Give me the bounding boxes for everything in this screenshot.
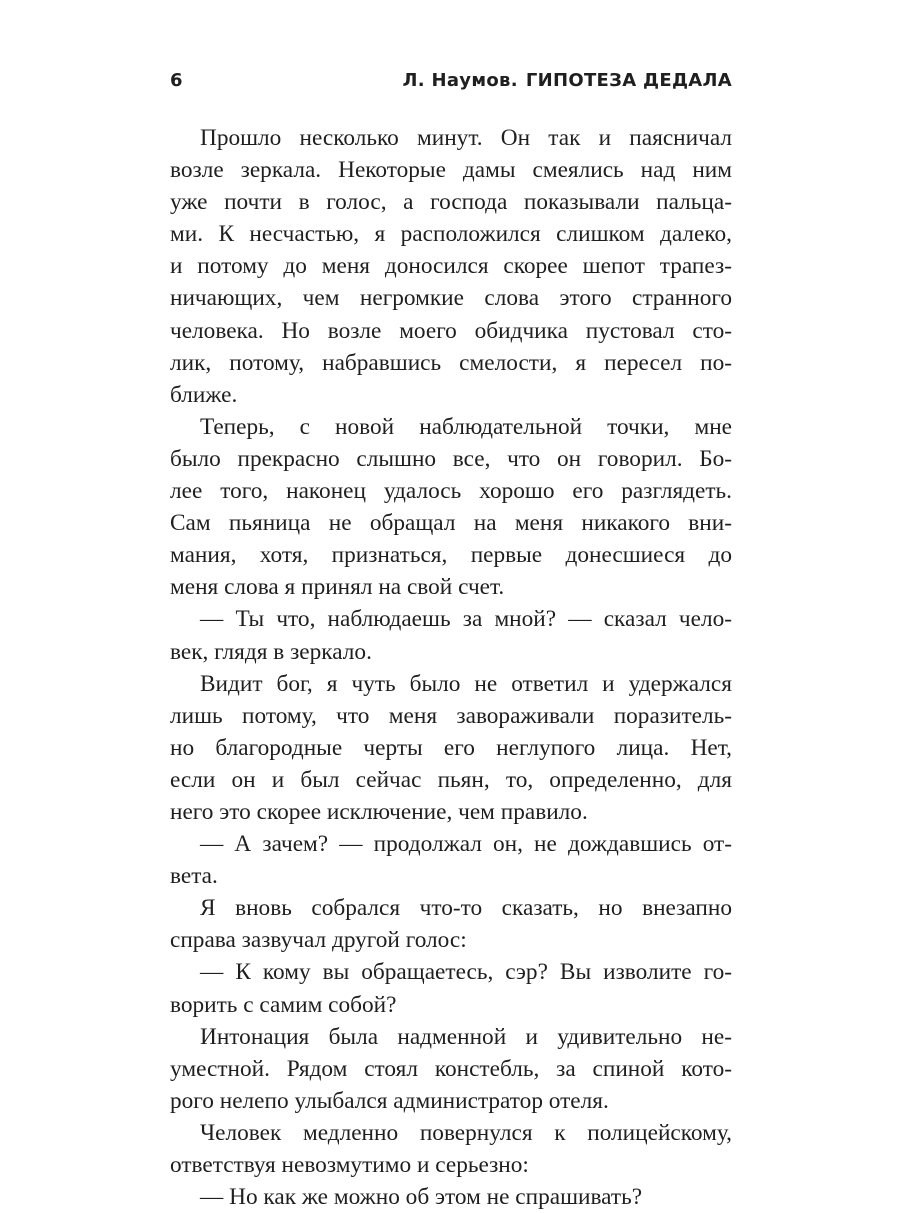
text-line: и потому до меня доносился скорее шепот трапез- <box>170 253 732 280</box>
text-line: — А зачем? — продолжал он, не дождавшись от- <box>200 831 732 858</box>
text-line: рого нелепо улыбался администратор отеля. <box>170 1087 609 1114</box>
text-line: — Но как же можно об этом не спрашивать? <box>200 1184 643 1211</box>
text-line: лишь потому, что меня завораживали поразитель- <box>170 702 732 729</box>
text-line: если он и был сейчас пьян, то, определенно, для <box>170 766 732 793</box>
text-line: меня слова я принял на свой счет. <box>170 574 505 601</box>
body-text <box>170 122 732 1213</box>
text-line: ничающих, чем негромкие слова этого странного <box>170 285 732 312</box>
text-line: мания, хотя, признаться, первые донесшиеся до <box>170 542 732 569</box>
running-head <box>170 70 732 108</box>
text-line: него это скорее исключение, чем правило. <box>170 798 588 825</box>
text-line: ми. К несчастью, я расположился слишком далеко, <box>170 221 732 248</box>
text-line: уже почти в голос, а господа показывали пальца- <box>170 189 732 216</box>
text-line: лик, потому, набравшись смелости, я пересел по- <box>170 349 732 376</box>
book-page <box>170 70 732 1213</box>
book-title: ГИПОТЕЗА ДЕДАЛА <box>525 70 732 91</box>
text-line: Видит бог, я чуть было не ответил и удержался <box>200 670 732 697</box>
text-line: Прошло несколько минут. Он так и паясничал <box>200 125 732 151</box>
text-line: — К кому вы обращаетесь, сэр? Вы изволите го- <box>200 959 732 986</box>
text-line: Сам пьяница не обращал на меня никакого вни- <box>170 510 732 537</box>
text-line: ответствуя невозмутимо и серьезно: <box>170 1152 529 1178</box>
text-line: ближе. <box>170 381 238 408</box>
text-line: вета. <box>170 863 218 890</box>
text-line: Теперь, с новой наблюдательной точки, мне <box>200 413 732 440</box>
text-line: возле зеркала. Некоторые дамы смеялись над ним <box>170 157 732 184</box>
text-line: Интонация была надменной и удивительно не- <box>200 1023 732 1050</box>
text-line: лее того, наконец удалось хорошо его разглядеть. <box>170 478 732 505</box>
text-line: Я вновь собрался что-то сказать, но внезапно <box>200 895 732 922</box>
page-number: 6 <box>170 70 183 91</box>
text-line: Человек медленно повернулся к полицейскому, <box>200 1119 732 1146</box>
text-line: ворить с самим собой? <box>170 991 397 1018</box>
running-title <box>403 70 732 91</box>
text-line: было прекрасно слышно все, что он говорил. Бо- <box>170 445 732 472</box>
text-line: уместной. Рядом стоял констебль, за спиной кото- <box>170 1055 732 1082</box>
author-name: Л. Наумов. <box>402 70 518 91</box>
text-line: справа зазвучал другой голос: <box>170 927 467 954</box>
text-line: век, глядя в зеркало. <box>170 638 372 665</box>
text-line: человека. Но возле моего обидчика пустовал сто- <box>170 317 732 344</box>
text-line: — Ты что, наблюдаешь за мной? — сказал чело- <box>200 606 732 633</box>
text-line: но благородные черты его неглупого лица. Нет, <box>170 734 732 761</box>
